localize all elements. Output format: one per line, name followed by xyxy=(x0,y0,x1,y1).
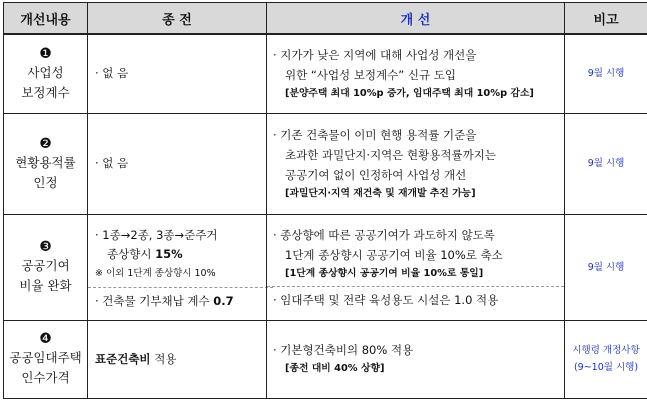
before-text-part: · 건축물 기부채납 계수 xyxy=(95,293,214,308)
before-footnote: ※ 이외 1단계 종상향시 10% xyxy=(95,267,216,279)
table-row xyxy=(4,214,647,320)
table-row xyxy=(4,320,647,398)
after-note: [1단계 종상향시 공공기여 비율 10%로 통일] xyxy=(285,267,484,279)
before-value: 표준건축비 xyxy=(95,351,151,366)
dashed-divider xyxy=(88,287,273,288)
topic-line: 인수가격 xyxy=(21,370,70,385)
after-text: · 임대주택 및 전략 육성용도 시설은 1.0 적용 xyxy=(273,292,499,307)
after-cell xyxy=(267,113,565,214)
number-badge: ❹ xyxy=(39,331,52,347)
header-before: 종 전 xyxy=(88,3,267,35)
before-text xyxy=(95,245,266,264)
policy-table-container xyxy=(3,2,647,399)
dashed-divider xyxy=(267,286,564,287)
remark-cell: 9월 시행 xyxy=(565,113,647,214)
header-after: 개 선 xyxy=(267,3,565,35)
before-value: 15% xyxy=(155,246,183,261)
before-cell: · 없 음 xyxy=(88,34,267,113)
header-content: 개선내용 xyxy=(4,3,88,35)
before-text-part: 종상향시 xyxy=(107,246,156,261)
topic-line: 보정계수 xyxy=(21,84,70,100)
header-note: 비고 xyxy=(565,3,647,35)
policy-comparison-table xyxy=(3,2,647,399)
after-note: [종전 대비 40% 상향] xyxy=(285,363,385,374)
after-text: 초과한 과밀단지·지역은 현황용적률까지는 xyxy=(285,147,496,162)
table-row xyxy=(4,34,647,113)
before-text-part: 적용 xyxy=(150,351,177,366)
remark-cell: 9월 시행 xyxy=(565,214,647,320)
before-value: 0.7 xyxy=(213,293,234,308)
before-cell: · 없 음 xyxy=(88,113,267,214)
number-badge: ❶ xyxy=(39,45,52,62)
after-note: [분양주택 최대 10%p 증가, 임대주택 최대 10%p 감소] xyxy=(285,87,534,99)
topic-cell xyxy=(4,320,88,398)
table-header-row xyxy=(4,3,647,35)
remark-cell: 9월 시행 xyxy=(565,34,647,113)
topic-line: 현황용적률 xyxy=(15,154,76,170)
remark-text: 시행령 개정사항 xyxy=(572,345,640,356)
topic-line: 사업성 xyxy=(27,64,64,80)
before-text xyxy=(95,292,266,311)
remark-text: (9~10월 시행) xyxy=(573,362,639,373)
after-text: · 종상향에 따른 공공기여가 과도하지 않도록 xyxy=(273,227,495,242)
after-cell xyxy=(267,320,565,398)
topic-line: 비율 완화 xyxy=(19,278,72,293)
after-cell xyxy=(267,214,565,320)
after-text: 공공기여 없이 인정하여 사업성 개선 xyxy=(285,167,467,182)
topic-line: 인정 xyxy=(33,174,58,190)
before-cell xyxy=(88,320,267,398)
topic-line: 공공임대주택 xyxy=(9,350,82,365)
topic-line: 공공기여 xyxy=(21,258,70,273)
topic-cell xyxy=(4,34,88,113)
after-text: · 지가가 낮은 지역에 대해 사업성 개선을 xyxy=(273,47,477,62)
topic-cell xyxy=(4,214,88,320)
before-cell xyxy=(88,214,267,320)
topic-cell xyxy=(4,113,88,214)
after-text: · 기존 건축물이 이미 현행 용적률 기준을 xyxy=(273,127,477,142)
number-badge: ❸ xyxy=(39,239,52,255)
after-cell xyxy=(267,34,565,113)
table-row xyxy=(4,113,647,214)
before-text: · 1종→2종, 3종→준주거 xyxy=(95,227,218,242)
remark-cell xyxy=(565,320,647,398)
after-note: [과밀단지·지역 재건축 및 재개발 추진 가능] xyxy=(285,187,476,199)
after-text: 위한 “사업성 보정계수” 신규 도입 xyxy=(285,67,456,82)
after-text: · 기본형건축비의 80% 적용 xyxy=(273,343,414,357)
number-badge: ❷ xyxy=(39,135,52,152)
after-text: 1단계 종상향시 공공기여 비율 10%로 축소 xyxy=(285,247,503,262)
